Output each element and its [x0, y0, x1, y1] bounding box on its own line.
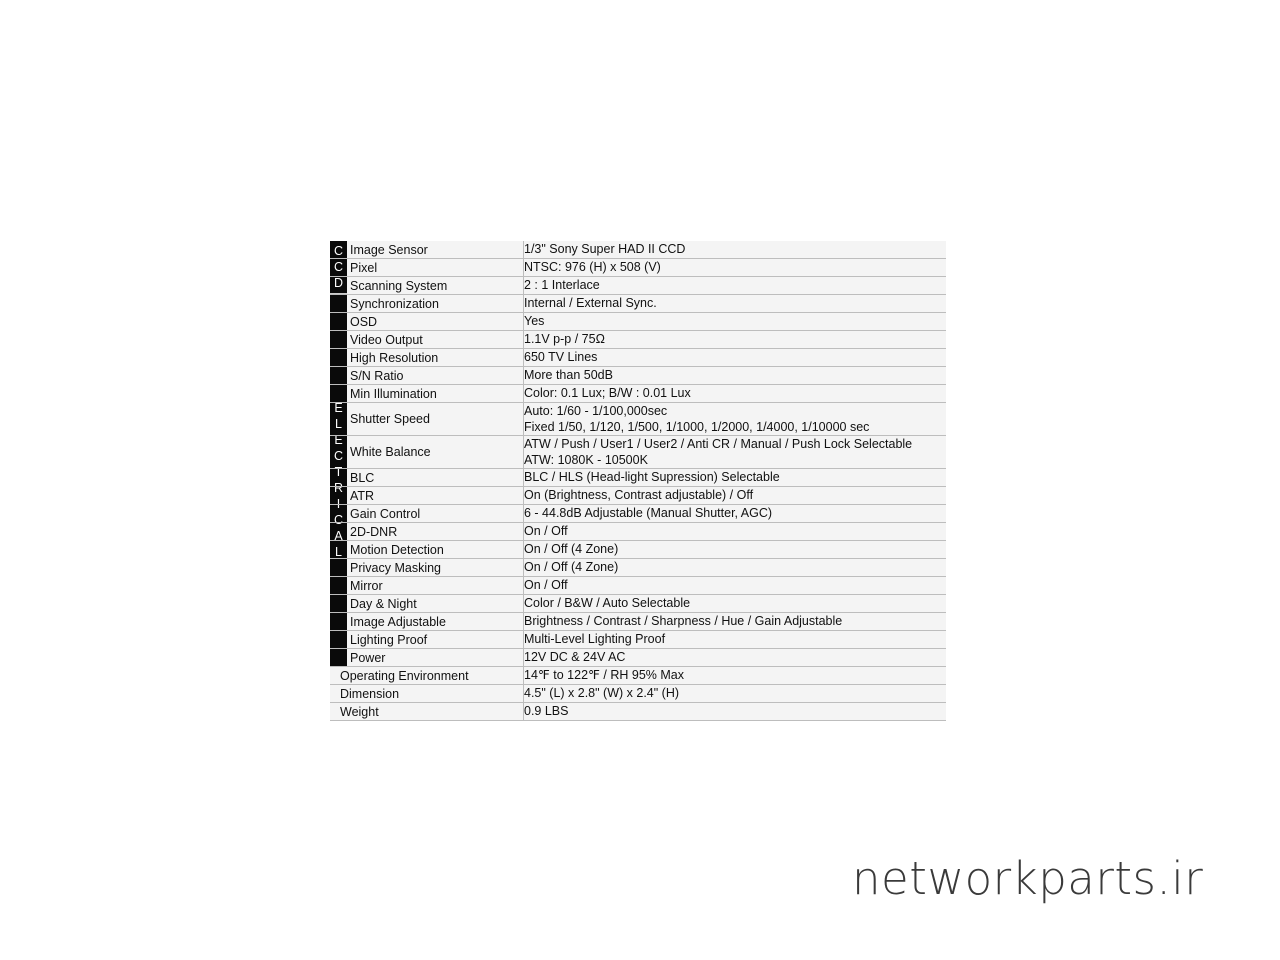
spec-value-line: 650 TV Lines [524, 350, 598, 365]
spec-value-line: Brightness / Contrast / Sharpness / Hue / Gain Adjustable [524, 614, 843, 629]
spec-value [523, 631, 946, 648]
table-row [330, 541, 946, 559]
table-row [330, 577, 946, 595]
spec-label: Min Illumination [350, 386, 437, 401]
spec-label: Motion Detection [350, 542, 444, 557]
group-letter: T [334, 465, 343, 479]
table-row [330, 295, 946, 313]
spec-value [523, 523, 946, 540]
spec-table [330, 241, 946, 720]
spec-value [523, 487, 946, 504]
table-row [330, 331, 946, 349]
spec-value [523, 295, 946, 312]
spec-label: Dimension [340, 686, 400, 701]
table-row [330, 667, 946, 685]
spec-label: S/N Ratio [350, 368, 404, 383]
spec-label: Gain Control [350, 506, 421, 521]
spec-value [523, 385, 946, 402]
group-letter: E [334, 401, 343, 415]
table-row [330, 505, 946, 523]
spec-label: Pixel [350, 260, 378, 275]
spec-label: Video Output [350, 332, 423, 347]
group-letter: C [333, 513, 344, 527]
spec-value-line: Auto: 1/60 - 1/100,000sec [524, 403, 668, 418]
spec-value-line: 14℉ to 122℉ / RH 95% Max [524, 668, 684, 683]
spec-label: ATR [350, 488, 375, 503]
spec-value [523, 331, 946, 348]
spec-value [523, 613, 946, 630]
spec-value [523, 436, 946, 468]
spec-label: Shutter Speed [350, 412, 430, 426]
table-row [330, 367, 946, 385]
spec-value [523, 367, 946, 384]
spec-label: High Resolution [350, 350, 439, 365]
spec-value-line: ATW: 1080K - 10500K [524, 453, 648, 467]
table-row [330, 631, 946, 649]
spec-value [523, 277, 946, 294]
spec-value [523, 559, 946, 576]
spec-value-line: ATW / Push / User1 / User2 / Anti CR / Manual / Push Lock Selectable [524, 436, 913, 451]
table-row [330, 613, 946, 631]
table-row [330, 649, 946, 667]
spec-value [523, 667, 946, 684]
table-row [330, 523, 946, 541]
table-row [330, 241, 946, 259]
table-row [330, 313, 946, 331]
group-letter: D [333, 276, 344, 290]
spec-value-line: 1/3" Sony Super HAD II CCD [524, 242, 686, 257]
group-letter: C [333, 260, 344, 274]
spec-label: Privacy Masking [350, 560, 441, 575]
spec-value-line: BLC / HLS (Head-light Supression) Selectable [524, 470, 780, 485]
table-row [330, 403, 946, 436]
spec-value [523, 541, 946, 558]
spec-value-line: On (Brightness, Contrast adjustable) / Off [524, 488, 754, 503]
spec-value [523, 595, 946, 612]
spec-label: Weight [340, 704, 379, 719]
spec-value [523, 313, 946, 330]
table-row [330, 436, 946, 469]
spec-value-line: 0.9 LBS [524, 704, 569, 719]
spec-label: 2D-DNR [350, 524, 398, 539]
spec-value [523, 349, 946, 366]
spec-value-line: More than 50dB [524, 368, 613, 383]
spec-value-line: On / Off (4 Zone) [524, 542, 619, 557]
spec-value [523, 403, 946, 435]
spec-label: Power [350, 650, 386, 665]
spec-value-line: NTSC: 976 (H) x 508 (V) [524, 260, 661, 275]
spec-label: Mirror [350, 578, 383, 593]
spec-value-line: Multi-Level Lighting Proof [524, 632, 666, 647]
table-row [330, 277, 946, 295]
group-letter: E [334, 433, 343, 447]
spec-label: Lighting Proof [350, 632, 428, 647]
spec-label: Operating Environment [340, 668, 469, 683]
group-letter: R [333, 481, 344, 495]
spec-value-line: Fixed 1/50, 1/120, 1/500, 1/1000, 1/2000, 1/4000, 1/10000 sec [524, 420, 870, 434]
spec-label: Scanning System [350, 278, 448, 293]
spec-value-line: Yes [524, 314, 545, 329]
table-row [330, 349, 946, 367]
spec-label: Synchronization [350, 296, 439, 311]
group-letter: L [335, 545, 342, 559]
spec-value-line: 4.5" (L) x 2.8" (W) x 2.4" (H) [524, 686, 680, 701]
spec-value-line: Color / B&W / Auto Selectable [524, 596, 691, 611]
group-letter: A [334, 529, 343, 543]
spec-value-line: On / Off [524, 524, 568, 539]
group-letter: L [335, 417, 342, 431]
spec-label: White Balance [350, 445, 431, 459]
table-row [330, 595, 946, 613]
spec-label: Image Sensor [350, 242, 428, 257]
spec-value-line: 1.1V p-p / 75Ω [524, 332, 605, 347]
table-row [330, 259, 946, 277]
spec-label: Image Adjustable [350, 614, 446, 629]
spec-value-line: Internal / External Sync. [524, 296, 657, 311]
spec-label: Day & Night [350, 596, 417, 611]
spec-value [523, 241, 946, 258]
table-row [330, 559, 946, 577]
spec-value [523, 649, 946, 666]
spec-value-line: On / Off (4 Zone) [524, 560, 619, 575]
spec-value [523, 469, 946, 486]
spec-value [523, 685, 946, 702]
table-row [330, 385, 946, 403]
spec-value [523, 505, 946, 522]
table-row [330, 685, 946, 703]
spec-value-line: 2 : 1 Interlace [524, 278, 600, 293]
table-row [330, 703, 946, 721]
spec-value-line: On / Off [524, 578, 568, 593]
table-row [330, 469, 946, 487]
spec-value [523, 703, 946, 720]
spec-label: BLC [350, 470, 375, 485]
watermark-logo: networkparts.ir [852, 852, 1204, 905]
group-letter: I [336, 497, 341, 511]
spec-value-line: 12V DC & 24V AC [524, 650, 626, 665]
spec-value-line: Color: 0.1 Lux; B/W : 0.01 Lux [524, 386, 691, 401]
group-letter: C [333, 244, 344, 258]
spec-value [523, 259, 946, 276]
group-letter: C [333, 449, 344, 463]
spec-value-line: 6 - 44.8dB Adjustable (Manual Shutter, AGC) [524, 506, 773, 521]
spec-label: OSD [350, 314, 378, 329]
table-row [330, 487, 946, 505]
spec-value [523, 577, 946, 594]
